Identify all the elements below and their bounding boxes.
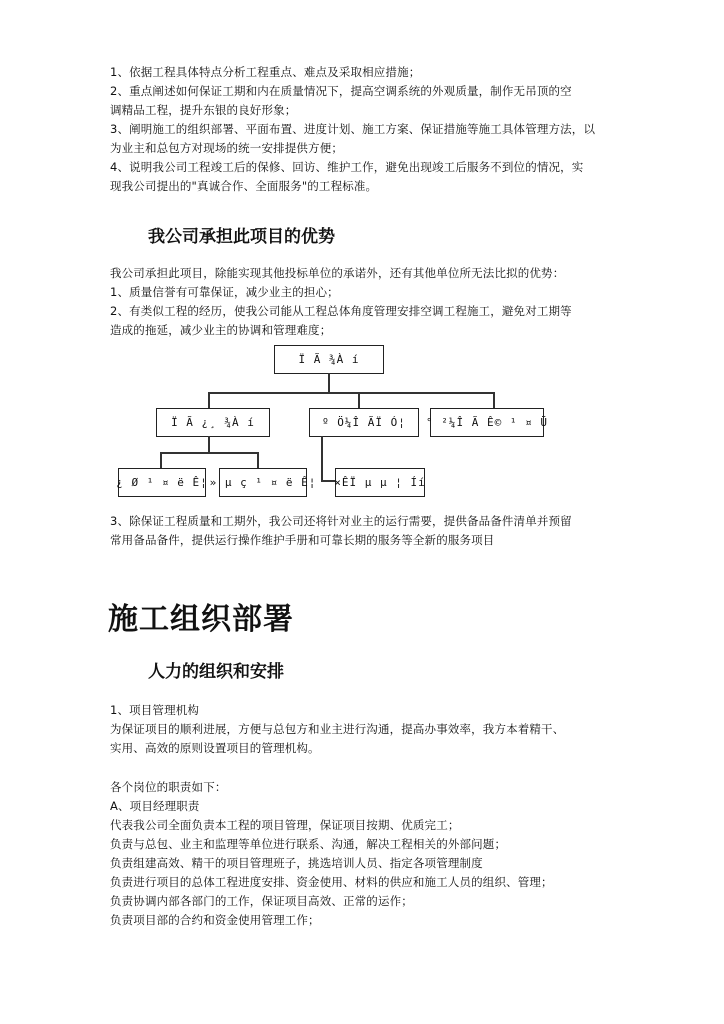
- org-paragraph: [110, 701, 618, 758]
- advantage-after-paragraph: [110, 512, 618, 550]
- org-box-top: Ï Ã ¾À í: [274, 345, 384, 374]
- org-item-title: 1、项目管理机构: [110, 703, 200, 717]
- duties-intro: 各个岗位的职责如下：: [110, 780, 227, 794]
- advantage-heading: 我公司承担此项目的优势: [148, 227, 335, 247]
- org-box-level3: » µ ç ¹ ¤ ë Ê¦: [219, 468, 307, 497]
- duty-line: 负责协调内部各部门的工作，保证项目高效、正常的运作；: [110, 894, 413, 908]
- org-subheading: 人力的组织和安排: [148, 662, 284, 682]
- org-connector: [358, 392, 360, 408]
- advantage-line: 造成的拖延，减少业主的协调和管理难度；: [110, 323, 332, 337]
- advantage-after-line: 常用备品备件，提供运行操作维护手册和可靠长期的服务等全新的服务项目: [110, 533, 495, 547]
- org-box-level2: ° ²¼Î Ã Ê© ¹ ¤ Ü: [430, 408, 544, 437]
- org-connector: [208, 392, 210, 408]
- advantage-line: 我公司承担此项目，除能实现其他投标单位的承诺外，还有其他单位所无法比拟的优势：: [110, 266, 565, 280]
- org-connector: [160, 452, 258, 454]
- duty-line: 负责与总包、业主和监理等单位进行联系、沟通，解决工程相关的外部问题；: [110, 837, 507, 851]
- intro-line: 调精品工程，提升东银的良好形象；: [110, 103, 297, 117]
- intro-line: 为业主和总包方对现场的统一安排提供方便；: [110, 141, 343, 155]
- intro-paragraph: [110, 63, 618, 196]
- org-connector: [160, 452, 162, 468]
- duties-paragraph: [110, 778, 618, 930]
- advantage-line: 2、有类似工程的经历，使我公司能从工程总体角度管理安排空调工程施工，避免对工期等: [110, 304, 572, 318]
- org-line: 为保证项目的顺利进展，方便与总包方和业主进行沟通，提高办事效率，我方本着精干、: [110, 722, 565, 736]
- org-connector: [208, 392, 494, 394]
- org-connector: [321, 436, 323, 481]
- section-title: 施工组织部署: [108, 602, 294, 637]
- org-connector: [208, 436, 210, 452]
- duty-line: 负责组建高效、精干的项目管理班子，挑选培训人员、指定各项管理制度: [110, 856, 483, 870]
- advantage-paragraph: [110, 264, 618, 340]
- org-box-level3: ×ÊÏ µ µ ¦ Íí: [335, 468, 425, 497]
- intro-line: 现我公司提出的"真诚合作、全面服务"的工程标准。: [110, 179, 378, 193]
- org-connector: [493, 392, 495, 408]
- intro-line: 4、说明我公司工程竣工后的保修、回访、维护工作，避免出现竣工后服务不到位的情况，实: [110, 160, 584, 174]
- org-connector: [257, 452, 259, 468]
- org-connector: [321, 480, 335, 482]
- intro-line: 3、阐明施工的组织部署、平面布置、进度计划、施工方案、保证措施等施工具体管理方法，以: [110, 122, 596, 136]
- org-box-level2: Ï Ã ¿¸ ¾À í: [156, 408, 270, 437]
- org-box-level3: ¿ Ø ¹ ¤ ë Ê¦: [118, 468, 206, 497]
- duties-title: A、项目经理职责: [110, 799, 200, 813]
- advantage-line: 1、质量信誉有可靠保证，减少业主的担心；: [110, 285, 339, 299]
- duty-line: 代表我公司全面负责本工程的项目管理，保证项目按期、优质完工；: [110, 818, 460, 832]
- org-connector: [328, 373, 330, 393]
- org-line: 实用、高效的原则设置项目的管理机构。: [110, 741, 320, 755]
- intro-line: 1、依据工程具体特点分析工程重点、难点及采取相应措施；: [110, 65, 421, 79]
- org-box-level2: º Ö¼Î ÃÏ Ó¦: [309, 408, 419, 437]
- intro-line: 2、重点阐述如何保证工期和内在质量情况下，提高空调系统的外观质量，制作无吊顶的空: [110, 84, 572, 98]
- duty-line: 负责项目部的合约和资金使用管理工作；: [110, 913, 320, 927]
- duty-line: 负责进行项目的总体工程进度安排、资金使用、材料的供应和施工人员的组织、管理；: [110, 875, 553, 889]
- advantage-after-line: 3、除保证工程质量和工期外，我公司还将针对业主的运行需要，提供备品备件清单并预留: [110, 514, 572, 528]
